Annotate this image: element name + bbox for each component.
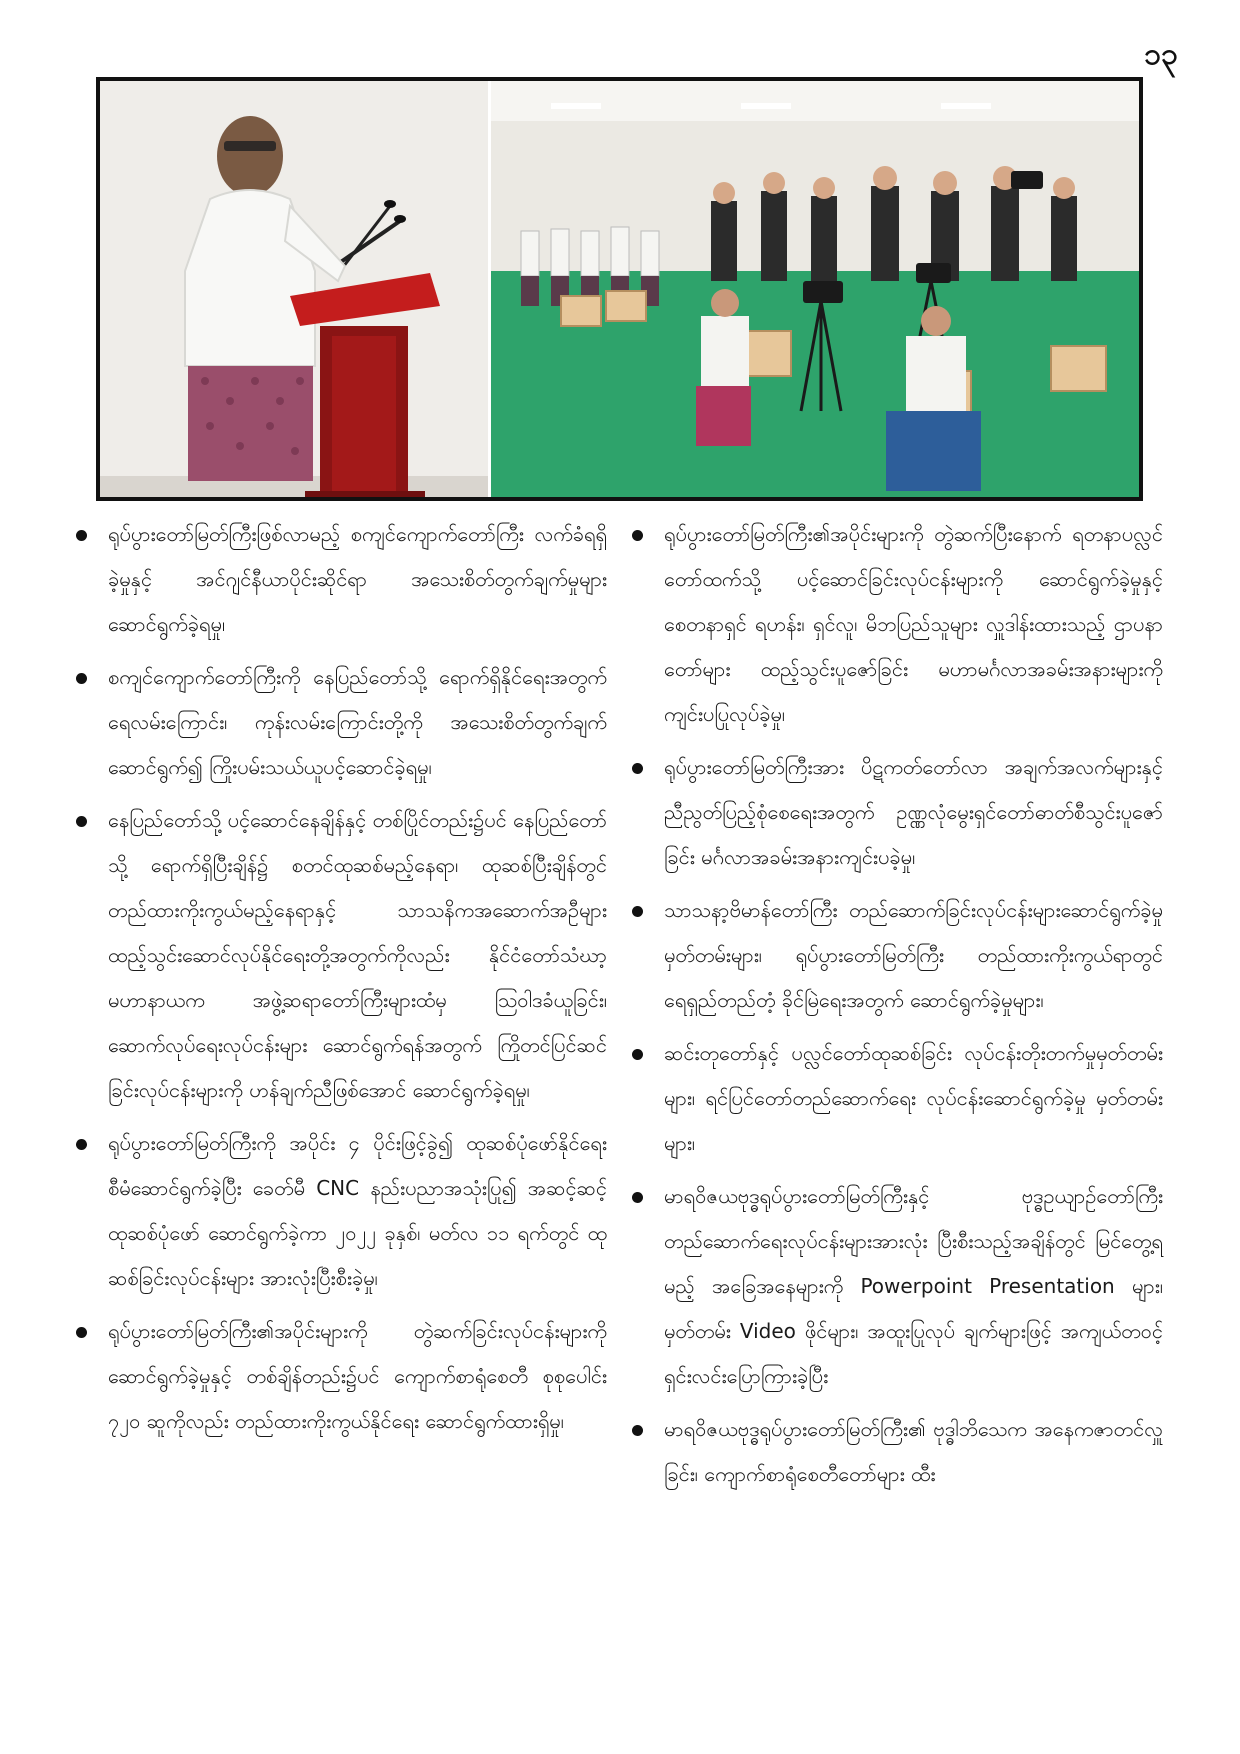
list-item: ရုပ်ပွားတော်မြတ်ကြီး၏အပိုင်းများကို တွဲဆက်ခြင်းလုပ်ငန်းများကို ဆောင်ရွက်ခဲ့မှုနှင့် တစ်ချိန်တည်း၌ပင် ကျောက်စာရုံစေတီ စုစုပေါင်း ၇၂၀ ဆူကိုလည်း တည်ထားကိုးကွယ်နိုင်ရေး ဆောင်ရွက်ထားရှိမှု၊ (72, 1309, 607, 1444)
list-item: ရုပ်ပွားတော်မြတ်ကြီးအား ပိဋကတ်တော်လာ အချက်အလက်များနှင့် ညီညွတ်ပြည့်စုံစေရေးအတွက် ဥဏ္ဏလုံမွေးရှင်တော်ဓာတ်စီသွင်းပူဇော်ခြင်း မင်္ဂလာအခမ်းအနားကျင်းပခဲ့မှု၊ (628, 745, 1163, 880)
page-number: ၁၃ (1144, 37, 1178, 72)
list-item: ရုပ်ပွားတော်မြတ်ကြီးကို အပိုင်း ၄ ပိုင်းဖြင့်ခွဲ၍ ထုဆစ်ပုံဖော်နိုင်ရေး စီမံဆောင်ရွက်ခဲ့ပြီး ခေတ်မီ CNC နည်းပညာအသုံးပြု၍ အဆင့်ဆင့် ထုဆစ်ပုံဖော် ဆောင်ရွက်ခဲ့ကာ ၂၀၂၂ ခုနှစ်၊ မတ်လ ၁၁ ရက်တွင် ထုဆစ်ခြင်းလုပ်ငန်းများ အားလုံးပြီးစီးခဲ့မှု၊ (72, 1121, 607, 1301)
list-item: ရုပ်ပွားတော်မြတ်ကြီးဖြစ်လာမည့် စကျင်ကျောက်တော်ကြီး လက်ခံရရှိခဲ့မှုနှင့် အင်ဂျင်နီယာပိုင်းဆိုင်ရာ အသေးစိတ်တွက်ချက်မှုများ ဆောင်ရွက်ခဲ့ရမှု၊ (72, 512, 607, 647)
list-item: ဆင်းတုတော်နှင့် ပလ္လင်တော်ထုဆစ်ခြင်း လုပ်ငန်းတိုးတက်မှုမှတ်တမ်းများ၊ ရင်ပြင်တော်တည်ဆောက်ရေး လုပ်ငန်းဆောင်ရွက်ခဲ့မှု မှတ်တမ်းများ၊ (628, 1031, 1163, 1166)
list-item: မာရဝိဇယဗုဒ္ဓရုပ်ပွားတော်မြတ်ကြီး၏ ဗုဒ္ဓါဘိသေက အနေကဇာတင်လှူခြင်း၊ ကျောက်စာရုံစေတီတော်များ ထီး (628, 1407, 1163, 1497)
list-item: စကျင်ကျောက်တော်ကြီးကို နေပြည်တော်သို့ ရောက်ရှိနိုင်ရေးအတွက် ရေလမ်းကြောင်း၊ ကုန်းလမ်းကြောင်းတို့ကို အသေးစိတ်တွက်ချက်ဆောင်ရွက်၍ ကြိုးပမ်းသယ်ယူပင့်ဆောင်ခဲ့ရမှု၊ (72, 655, 607, 790)
list-item: သာသနာ့ဗိမာန်တော်ကြီး တည်ဆောက်ခြင်းလုပ်ငန်းများဆောင်ရွက်ခဲ့မှု မှတ်တမ်းများ၊ ရုပ်ပွားတော်မြတ်ကြီး တည်ထားကိုးကွယ်ရာတွင် ရေရှည်တည်တံ့ ခိုင်မြဲရေးအတွက် ဆောင်ရွက်ခဲ့မှုများ၊ (628, 888, 1163, 1023)
left-column (72, 512, 607, 1452)
list-item: နေပြည်တော်သို့ ပင့်ဆောင်နေချိန်နှင့် တစ်ပြိုင်တည်း၌ပင် နေပြည်တော်သို့ ရောက်ရှိပြီးချိန်၌ စတင်ထုဆစ်မည့်နေရာ၊ ထုဆစ်ပြီးချိန်တွင် တည်ထားကိုးကွယ်မည့်နေရာနှင့် သာသနိကအဆောက်အဦများ ထည့်သွင်းဆောင်လုပ်နိုင်ရေးတို့အတွက်ကိုလည်း နိုင်ငံတော်သံဃာ့မဟာနာယက အဖွဲ့ဆရာတော်ကြီးများထံမှ ဩဝါဒခံယူခြင်း၊ ဆောက်လုပ်ရေးလုပ်ငန်းများ ဆောင်ရွက်ရန်အတွက် ကြိုတင်ပြင်ဆင်ခြင်းလုပ်ငန်းများကို ဟန်ချက်ညီဖြစ်အောင် ဆောင်ရွက်ခဲ့ရမှု၊ (72, 798, 607, 1113)
list-item: မာရဝိဇယဗုဒ္ဓရုပ်ပွားတော်မြတ်ကြီးနှင့် ဗုဒ္ဓဥယျာဉ်တော်ကြီး တည်ဆောက်ရေးလုပ်ငန်းများအားလုံး ပြီးစီးသည့်အချိန်တွင် မြင်တွေ့ရမည့် အခြေအနေများကို Powerpoint Presentation များ၊ မှတ်တမ်း Video ဖိုင်များ၊ အထူးပြုလုပ် ချက်များဖြင့် အကျယ်တဝင့် ရှင်းလင်းပြောကြားခဲ့ပြီး (628, 1174, 1163, 1399)
speaker-photo (100, 81, 488, 497)
news-photo (96, 77, 1143, 501)
audience-photo (491, 81, 1139, 497)
list-item: ရုပ်ပွားတော်မြတ်ကြီး၏အပိုင်းများကို တွဲဆက်ပြီးနောက် ရတနာပလ္လင်တော်ထက်သို့ ပင့်ဆောင်ခြင်းလုပ်ငန်းများကို ဆောင်ရွက်ခဲ့မှုနှင့် စေတနာရှင် ရဟန်း၊ ရှင်လူ၊ မိဘပြည်သူများ လှူဒါန်းထားသည့် ဌာပနာတော်များ ထည့်သွင်းပူဇော်ခြင်း မဟာမင်္ဂလာအခမ်းအနားများကို ကျင်းပပြုလုပ်ခဲ့မှု၊ (628, 512, 1163, 737)
right-column (628, 512, 1163, 1505)
